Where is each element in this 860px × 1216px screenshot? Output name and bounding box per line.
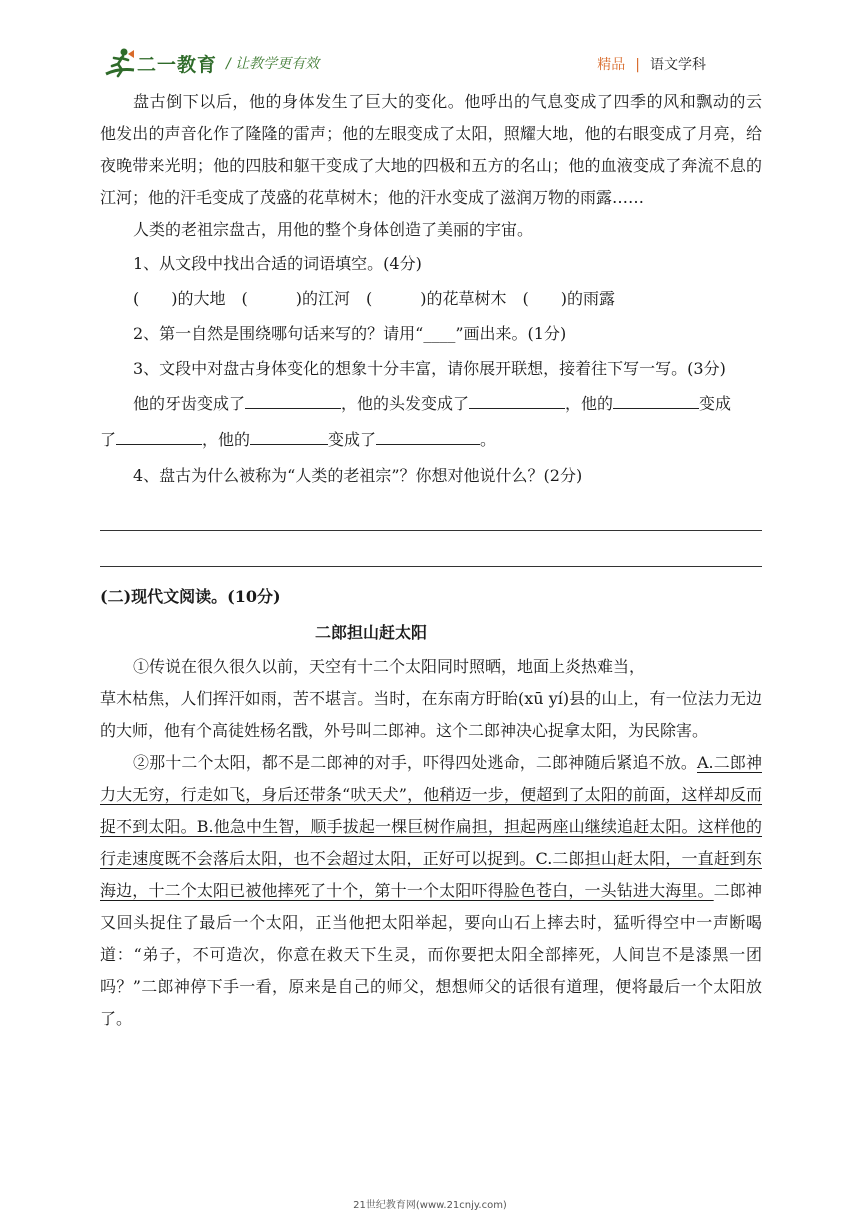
q3-text-b: ，他的头发变成了 bbox=[341, 394, 470, 413]
q3-blank-1[interactable] bbox=[245, 390, 341, 409]
q3-blank-4[interactable] bbox=[116, 426, 202, 445]
q3-text-g: 变成了 bbox=[328, 430, 377, 449]
q3-blank-2[interactable] bbox=[469, 390, 565, 409]
section-2-title: (二)现代文阅读。(10分) bbox=[100, 587, 281, 606]
document-body bbox=[100, 86, 762, 1035]
question-3-answer bbox=[100, 386, 762, 422]
q3-blank-6[interactable] bbox=[376, 426, 480, 445]
logo-text: 二一教育 bbox=[137, 54, 218, 76]
question-3: 3、文段中对盘古身体变化的想象十分丰富，请你展开联想，接着往下写一写。(3分) bbox=[133, 359, 726, 378]
q3-blank-3[interactable] bbox=[613, 390, 699, 409]
q3-text-e: 了 bbox=[100, 430, 117, 449]
q3-text-d: 变成 bbox=[699, 394, 732, 413]
article-title: 二郎担山赶太阳 bbox=[314, 623, 427, 642]
header-right bbox=[597, 54, 706, 74]
slogan: / 让教学更有效 bbox=[226, 56, 320, 72]
question-3-answer-cont bbox=[100, 422, 762, 458]
q3-text-a: 他的牙齿变成了 bbox=[133, 394, 246, 413]
q3-text-h: 。 bbox=[480, 430, 497, 449]
q3-text-f: ，他的 bbox=[202, 430, 251, 449]
article-para2-start: ②那十二个太阳，都不是二郎神的对手，吓得四处逃命，二郎神随后紧追不放。 bbox=[133, 753, 697, 772]
article-para2-end: 二郎神又回头捉住了最后一个太阳，正当他把太阳举起，要向山石上摔去时，猛听得空中一声断喝道：“弟子，不可造次，你意在救天下生灵，而你要把太阳全部摔死，人间岂不是漆黑一团吗？”二郎神停下手一看，原来是自己的师父，想想师父的话很有道理，便将最后一个太阳放了。 bbox=[100, 881, 762, 1028]
subject-label: 语文学科 bbox=[650, 57, 706, 73]
running-man-icon bbox=[104, 46, 138, 80]
passage1-para2: 人类的老祖宗盘古，用他的整个身体创造了美丽的宇宙。 bbox=[133, 220, 534, 239]
q3-blank-5[interactable] bbox=[250, 426, 328, 445]
question-2: 2、第一自然是围绕哪句话来写的？请用“____”画出来。(1分) bbox=[133, 324, 567, 343]
logo bbox=[104, 46, 224, 80]
article-para2-underlined: A.二郎神力大无穷，行走如飞，身后还带条“吠天犬”，他稍迈一步，便超到了太阳的前面，这样却反而捉不到太阳。B.他急中生智，顺手拔起一棵巨树作扁担，担起两座山继续追赶太阳。这样他的行走速度既不会落后太阳，也不会超过太阳，正好可以捉到。C.二郎担山赶太阳，一直赶到东海边，十二个太阳已被他摔死了十个，第十一个太阳吓得脸色苍白，一头钻进大海里。 bbox=[100, 753, 762, 900]
passage1-para1: 盘古倒下以后，他的身体发生了巨大的变化。他呼出的气息变成了四季的风和飘动的云 他发出的声音化作了隆隆的雷声；他的左眼变成了太阳，照耀大地，他的右眼变成了月亮，给夜晚带来光明；他的四肢和躯干变成了大地的四极和五方的名山；他的血液变成了奔流不息的江河；他的汗毛变成了茂盛的花草树木；他的汗水变成了滋润万物的雨露…… bbox=[100, 92, 762, 207]
q3-text-c: ，他的 bbox=[565, 394, 614, 413]
article-para2 bbox=[100, 747, 762, 1035]
answer-line-2[interactable] bbox=[100, 565, 762, 567]
answer-line-1[interactable] bbox=[100, 529, 762, 531]
question-4: 4、盘古为什么被称为“人类的老祖宗”？你想对他说什么？(2分) bbox=[133, 466, 583, 485]
article-para1-rest: 草木枯焦，人们挥汗如雨，苦不堪言。当时，在东南方盱眙(xū yí)县的山上，有一位法力无边的大师，他有个高徒姓杨名戬，外号叫二郎神。这个二郎神决心捉拿太阳，为民除害。 bbox=[100, 689, 762, 740]
question-1-fill: ( )的大地 ( )的江河 ( )的花草树木 ( )的雨露 bbox=[133, 289, 615, 308]
article-para1-start: ①传说在很久很久以前，天空有十二个太阳同时照晒，地面上炎热难当， bbox=[133, 657, 646, 676]
question-1: 1、从文段中找出合适的词语填空。(4分) bbox=[133, 254, 422, 273]
page-footer: 21世纪教育网(www.21cnjy.com) bbox=[353, 1200, 507, 1211]
quality-label: 精品 bbox=[597, 57, 626, 73]
header-separator: | bbox=[635, 57, 640, 73]
page-header bbox=[0, 0, 860, 88]
